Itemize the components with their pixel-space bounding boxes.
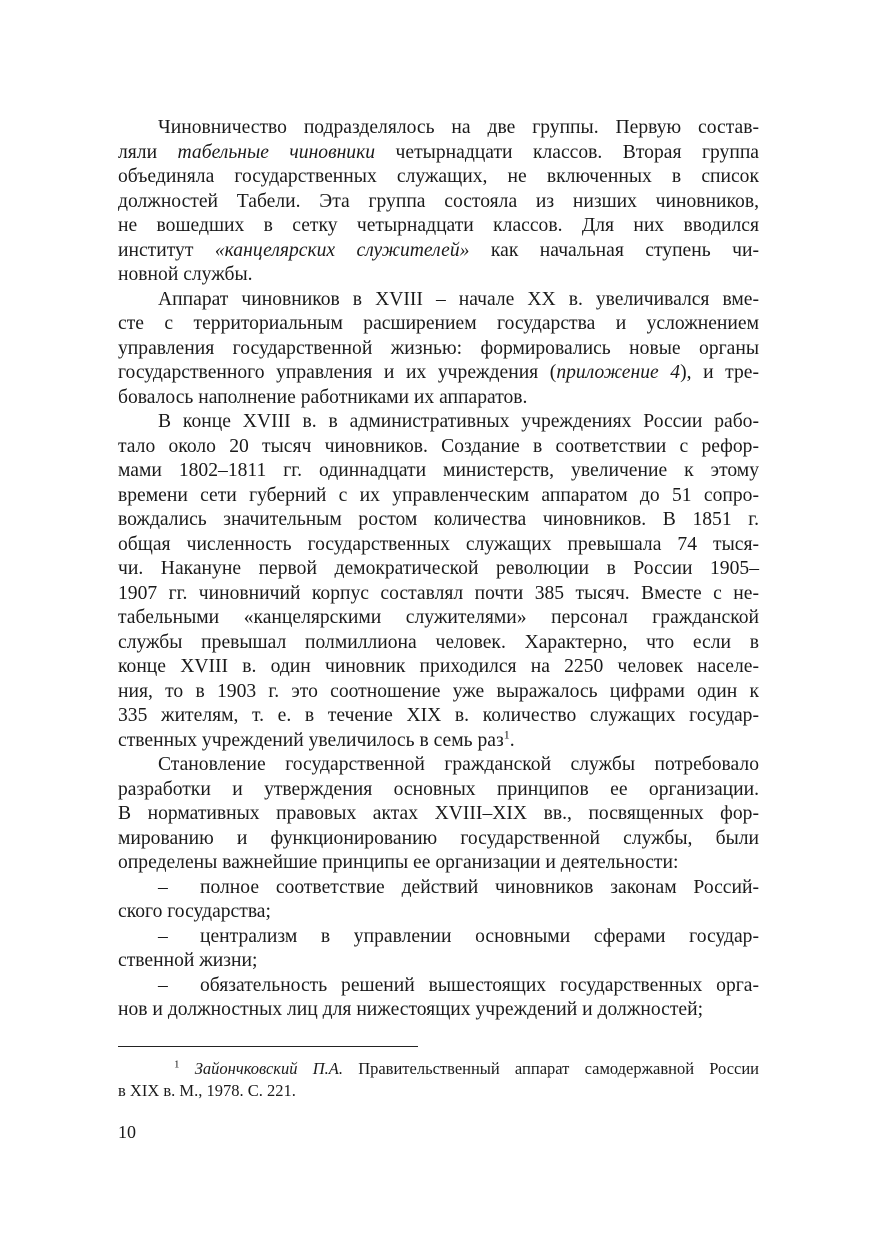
paragraph-1-line-7: новной службы. [118,264,253,285]
paragraph-3-line-6: общая численность государственных служащих превышала 74 тыся- [118,533,759,555]
list-dash: – [158,974,168,996]
list-dash: – [158,925,168,947]
list-item-3-line-2: нов и должностных лиц для нижестоящих учреждений и должностей; [118,999,704,1020]
paragraph-3-line-13: 335 жителям, т. е. в течение XIX в. количество служащих государ- [118,705,759,726]
paragraph-3-line-10: службы превышал полмиллиона человек. Характерно, что если в [118,631,759,653]
body-text [118,116,759,1023]
paragraph-3-line-8: 1907 гг. чиновничий корпус составлял почти 385 тысяч. Вместе с не- [118,582,759,604]
paragraph-2-line-2: сте с территориальным расширением государства и усложнением [118,313,759,334]
paragraph-1-line-2: ляли табельные чиновники четырнадцати классов. Вторая группа [118,141,760,163]
paragraph-3-line-14: ственных учреждений увеличилось в семь раз$^1$. [118,726,515,751]
footnote [118,1058,759,1102]
footnote-line-2: в XIX в. М., 1978. С. 221. [118,1081,296,1100]
footnote-reference[interactable]: 1 [503,726,510,741]
paragraph-3-line-11: конце XVIII в. один чиновник приходился на 2250 человек населе- [118,656,759,677]
emphasis-clerical-servants: «канцелярских служителей» [214,239,470,261]
list-item-1-line-2: ского государства; [118,901,271,922]
paragraph-3-line-4: времени сети губерний с их управленческим аппаратом до 51 сопро- [118,484,759,506]
footnote-divider [118,1046,418,1047]
list-item-2-line-2: ственной жизни; [118,950,258,971]
list-item-2-line-1: – централизм в управлении основными сферами государ- [118,925,759,950]
paragraph-4-line-4: мированию и функционированию государственной службы, были [118,827,759,849]
list-dash: – [158,876,168,898]
footnote-author: Зайончковский П.А. [194,1059,343,1078]
footnote-mark: 1 [174,1058,180,1071]
paragraph-3-line-12: ния, то в 1903 г. это соотношение уже выражалось цифрами один к [118,680,759,702]
list-item-1-line-1: – полное соответствие действий чиновников законам Россий- [118,876,759,901]
paragraph-3-line-9: табельными «канцелярскими служителями» персонал гражданской [118,607,759,628]
footnote-line-1: $^1$ Зайончковский П.А. Правительственный аппарат самодержавной России [174,1058,759,1078]
paragraph-2-line-3: управления государственной жизнью: формировались новые органы [118,337,759,359]
paragraph-2-line-4: государственного управления и их учреждения (приложение 4), и тре- [118,362,759,383]
paragraph-1-line-6: институт «канцелярских служителей» как начальная ступень чи- [118,239,759,261]
emphasis-tabel-officials: табельные чиновники [177,141,376,163]
paragraph-1-line-4: должностей Табели. Эта группа состояла из низших чиновников, [118,190,759,212]
paragraph-3-line-7: чи. Накануне первой демократической революции в России 1905– [118,558,759,579]
paragraph-4-line-5: определены важнейшие принципы ее организации и деятельности: [118,852,679,873]
paragraph-1-line-3: объединяла государственных служащих, не включенных в список [118,166,759,187]
emphasis-appendix-reference: приложение 4 [556,362,681,383]
list-item-3-line-1: – обязательность решений вышестоящих государственных орга- [118,974,759,999]
paragraph-1-line-1: Чиновничество подразделялось на две группы. Первую состав- [158,117,759,138]
paragraph-2-line-1: Аппарат чиновников в XVIII – начале XX в. увеличивался вме- [158,288,759,310]
paragraph-4-line-3: В нормативных правовых актах XVIII–XIX вв., посвященных фор- [118,803,759,824]
paragraph-3-line-1: В конце XVIII в. в административных учреждениях России рабо- [158,411,759,432]
page-number: 10 [118,1122,136,1142]
paragraph-4-line-1: Становление государственной гражданской службы потребовало [158,754,759,775]
paragraph-4-line-2: разработки и утверждения основных принципов ее организации. [118,778,759,800]
paragraph-1-line-5: не вошедших в сетку четырнадцати классов. Для них вводился [118,215,759,236]
paragraph-3-line-3: мами 1802–1811 гг. одиннадцати министерств, увеличение к этому [118,460,759,481]
paragraph-3-line-2: тало около 20 тысяч чиновников. Создание в соответствии с рефор- [118,435,759,457]
paragraph-2-line-5: бовалось наполнение работниками их аппаратов. [118,386,528,408]
paragraph-3-line-5: вождались значительным ростом количества чиновников. В 1851 г. [118,509,759,530]
